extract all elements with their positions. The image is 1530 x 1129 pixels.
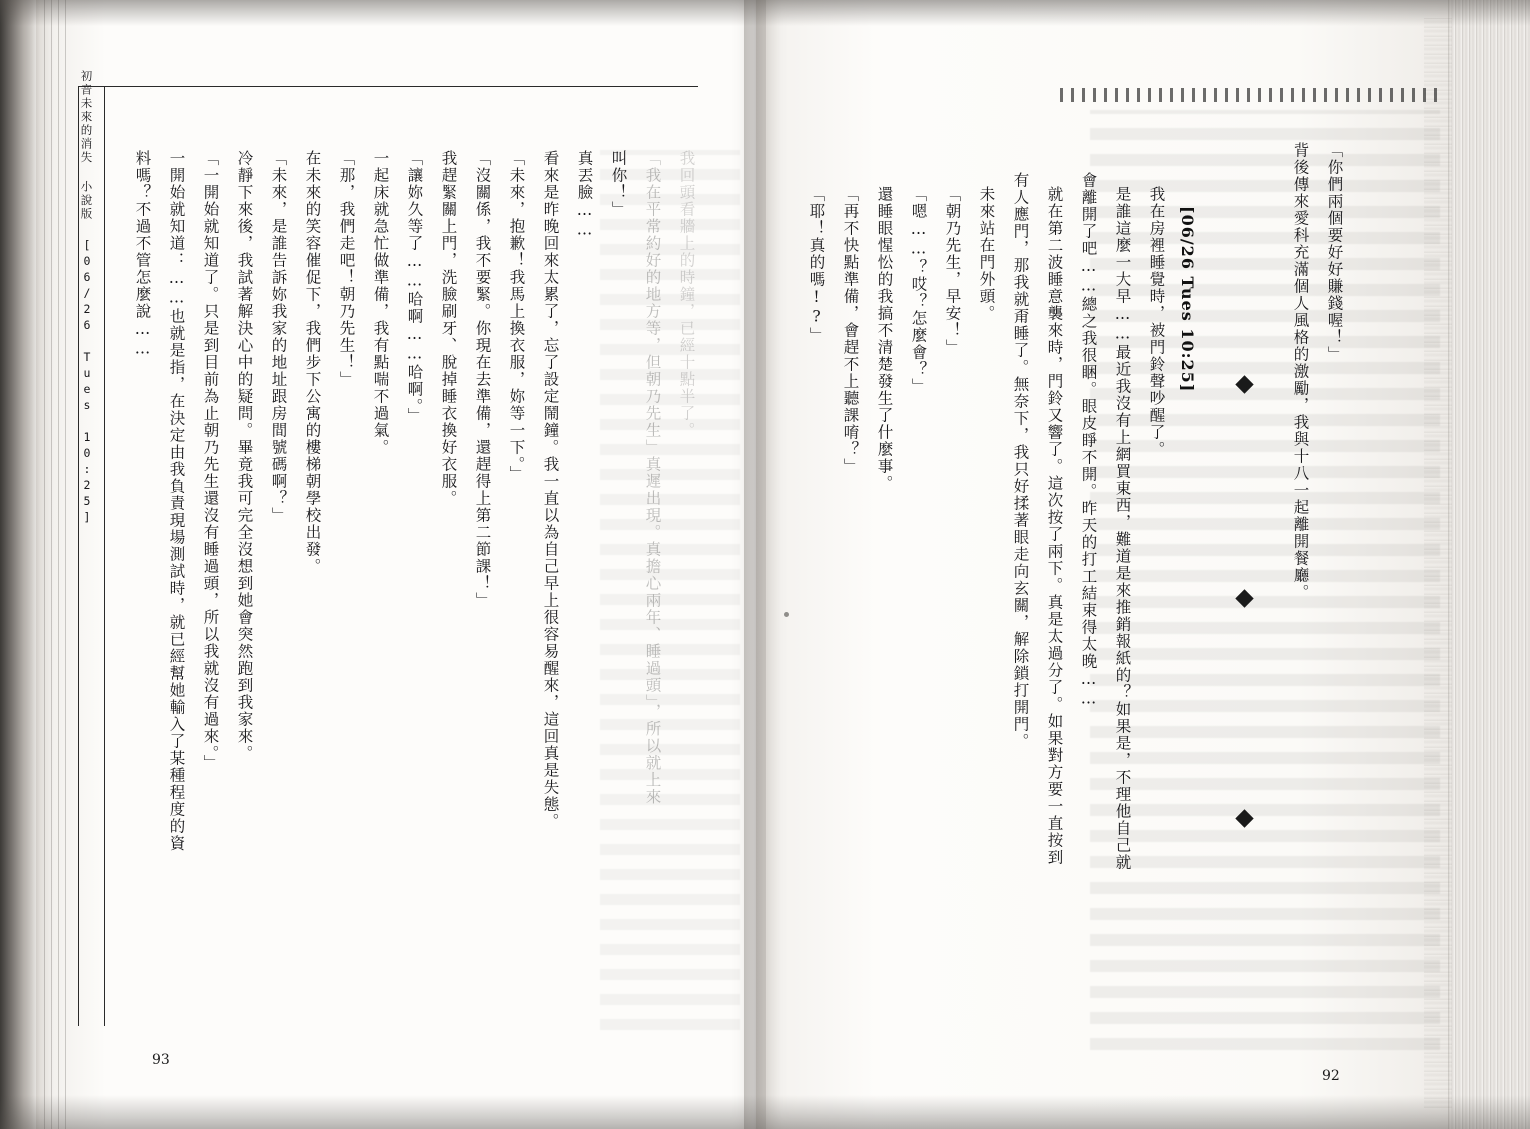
right-line-5: 會離開了吧……總之我很睏。眼皮睜不開。昨天的打工結束得太晚……: [1079, 172, 1098, 709]
right-line-11: 還睡眼惺忪的我搞不清楚發生了什麼事。: [875, 186, 894, 492]
left-line-10: 我趕緊關上門，洗臉刷牙、脫掉睡衣換好衣服。: [439, 150, 458, 507]
spine-shadow: [44, 0, 70, 1129]
diamond-icon: [1235, 809, 1253, 827]
top-shadow: [0, 0, 1530, 26]
left-line-3: 「一開始就知道了。只是到目前為止朝乃先生還沒有睡過頭，所以我就沒有過來。」: [201, 150, 220, 772]
right-line-8: 未來站在門外頭。: [977, 186, 996, 322]
left-line-9: 「讓妳久等了……哈啊……哈啊。」: [405, 150, 424, 425]
left-line-6: 在未來的笑容催促下，我們步下公寓的樓梯朝學校出發。: [303, 150, 322, 575]
left-page-rule-outer: [78, 86, 79, 1026]
left-line-14: 真丟臉……: [575, 150, 594, 240]
left-line-8: 一起床就急忙做準備，我有點喘不過氣。: [371, 150, 390, 456]
running-head-code: [06/26 Tues 10:25]: [80, 238, 94, 526]
left-line-12: 「未來，抱歉！我馬上換衣服，妳等一下。」: [507, 150, 526, 483]
left-line-7: 「那，我們走吧！朝乃先生！」: [337, 150, 356, 388]
scan-artifact-streaks: [1060, 88, 1440, 102]
right-page-folio: 92: [1322, 1068, 1340, 1084]
right-line-13: 「耶！真的嗎!?」: [807, 186, 826, 344]
bottom-shadow: [0, 1095, 1530, 1129]
left-line-11: 「沒關係，我不要緊。你現在去準備，還趕得上第二節課！」: [473, 150, 492, 609]
show-through-right: [1090, 110, 1440, 1050]
right-line-3: 我在房裡睡覺時，被門鈴聲吵醒了。: [1147, 186, 1166, 458]
right-line-12: 「再不快點準備，會趕不上聽課唷？」: [841, 186, 860, 475]
right-line-2: 背後傳來愛科充滿個人風格的激勵，我與十八一起離開餐廳。: [1291, 142, 1310, 601]
paper-smudge: [784, 612, 789, 617]
page-edge-stack: [1448, 0, 1530, 1129]
left-page-rule-inner: [104, 86, 105, 1026]
right-line-7: 有人應門，那我就甭睡了。無奈下，我只好揉著眼走向玄關，解除鎖打開門。: [1011, 172, 1030, 750]
right-line-4: 是誰這麼一大早……最近我沒有上網買東西，難道是來推銷報紙的？如果是，不理他自己就: [1113, 186, 1132, 871]
diamond-icon: [1235, 375, 1253, 393]
left-edge-shadow: [0, 0, 40, 1129]
left-line-1: 料嗎？不過不管怎麼說……: [133, 150, 152, 359]
left-line-4: 冷靜下來後，我試著解決心中的疑問。畢竟我可完全沒想到她會突然跑到我家來。: [235, 150, 254, 762]
right-line-1: 「你們兩個要好好賺錢喔！」: [1325, 142, 1344, 363]
left-line-16: 「我在平常約好的地方等，但朝乃先生」真遲出現。真擔心兩年、睡過頭」，所以就上來: [643, 150, 662, 806]
left-line-17: 我回頭看牆上的時鐘，已經十點半了。: [677, 150, 696, 439]
right-line-6: 就在第二波睡意襲來時，門鈴又響了。這次按了兩下。真是太過分了。如果對方要一直按到: [1045, 186, 1064, 866]
left-line-2: 一開始就知道：……也就是指，在決定由我負責現場測試時，就已經幫她輸入了某種程度的資: [167, 150, 186, 852]
left-page-folio: 93: [152, 1052, 170, 1068]
running-head-title: 初音未來的消失 小說版: [79, 70, 94, 221]
section-ornaments: [1238, 370, 1254, 840]
left-line-5: 「未來，是誰告訴妳我家的地址跟房間號碼啊？」: [269, 150, 288, 524]
book-gutter: [744, 0, 766, 1129]
right-line-9: 「朝乃先生，早安！」: [943, 186, 962, 356]
diamond-icon: [1235, 589, 1253, 607]
right-page-heading: [06/26 Tues 10:25]: [1178, 206, 1197, 393]
right-line-10: 「嗯……？哎？怎麼會？」: [909, 186, 928, 395]
left-line-15: 叫你！」: [609, 150, 628, 218]
left-page-rule-top: [78, 86, 698, 87]
left-line-13: 看來是昨晚回來太累了，忘了設定鬧鐘。我一直以為自己早上很容易醒來，這回真是失態。: [541, 150, 560, 830]
